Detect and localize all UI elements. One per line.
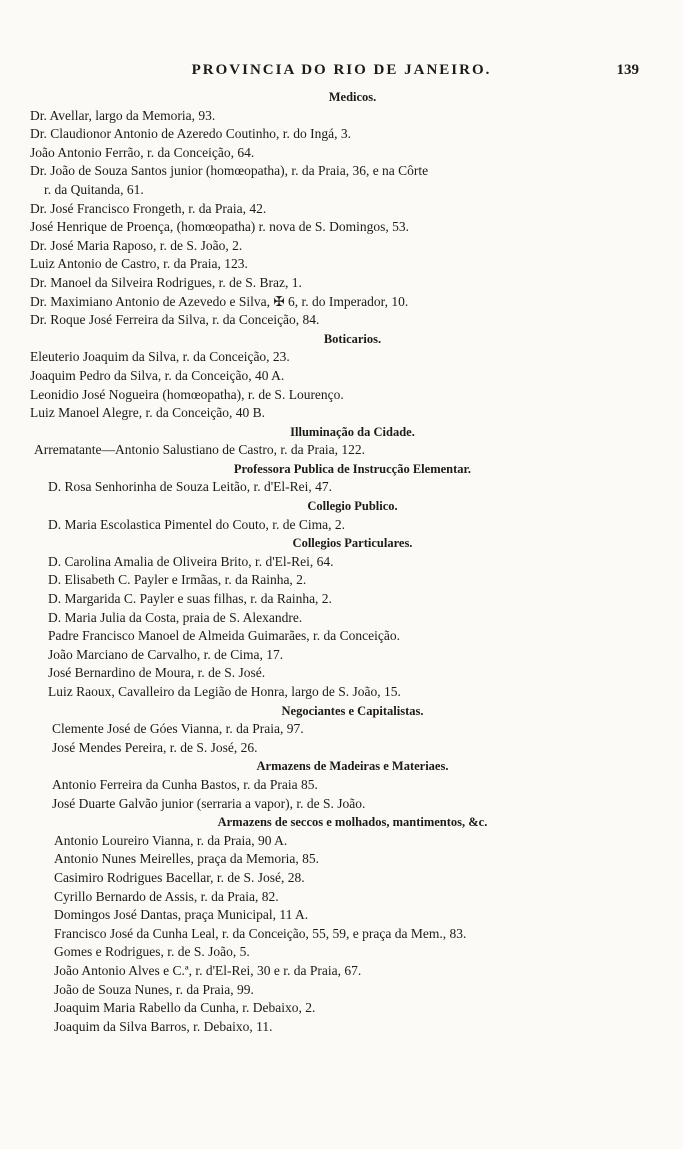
directory-entry: Cyrillo Bernardo de Assis, r. da Praia, 82.: [54, 888, 279, 904]
directory-entry: José Mendes Pereira, r. de S. José, 26.: [52, 739, 258, 755]
page-number: 139: [616, 62, 639, 78]
directory-entry: José Duarte Galvão junior (serraria a vapor), r. de S. João.: [52, 795, 366, 811]
directory-listing: [30, 88, 675, 1036]
directory-entry: Eleuterio Joaquim da Silva, r. da Conceição, 23.: [30, 349, 290, 365]
section-heading: Collegios Particulares.: [292, 536, 413, 551]
section-heading: Professora Publica de Instrucção Elementar.: [233, 461, 472, 476]
directory-entry: Dr. João de Souza Santos junior (homœopatha), r. da Praia, 36, e na Côrte: [30, 163, 429, 179]
section-heading: Illuminação da Cidade.: [290, 424, 415, 439]
directory-entry: Antonio Loureiro Vianna, r. da Praia, 90 A.: [54, 832, 288, 848]
section-heading: Armazens de Madeiras e Materiaes.: [256, 759, 449, 774]
directory-entry: D. Elisabeth C. Payler e Irmãas, r. da Rainha, 2.: [48, 572, 307, 588]
section-heading: Medicos.: [328, 90, 377, 104]
directory-entry: João Antonio Alves e C.ª, r. d'El-Rei, 30 e r. da Praia, 67.: [54, 962, 362, 978]
directory-entry: Antonio Nunes Meirelles, praça da Memoria, 85.: [54, 851, 320, 867]
directory-entry: Antonio Ferreira da Cunha Bastos, r. da Praia 85.: [52, 776, 318, 792]
directory-entry: Joaquim da Silva Barros, r. Debaixo, 11.: [54, 1018, 273, 1034]
page-title: PROVINCIA DO RIO DE JANEIRO.: [191, 62, 492, 78]
directory-entry: D. Margarida C. Payler e suas filhas, r. da Rainha, 2.: [48, 591, 332, 607]
directory-entry: Dr. Manoel da Silveira Rodrigues, r. de S. Braz, 1.: [30, 274, 302, 290]
directory-entry: r. da Quitanda, 61.: [44, 181, 144, 197]
directory-entry: Clemente José de Góes Vianna, r. da Praia, 97.: [52, 721, 304, 737]
directory-entry: Dr. Claudionor Antonio de Azeredo Coutinho, r. do Ingá, 3.: [30, 126, 351, 142]
directory-entry: José Bernardino de Moura, r. de S. José.: [48, 665, 266, 681]
page-header: [0, 62, 683, 84]
directory-entry: D. Maria Julia da Costa, praia de S. Alexandre.: [48, 609, 303, 625]
directory-entry: Domingos José Dantas, praça Municipal, 11 A.: [54, 907, 309, 923]
section-heading: Armazens de seccos e molhados, mantimentos, &c.: [217, 815, 488, 830]
directory-entry: João de Souza Nunes, r. da Praia, 99.: [54, 981, 254, 997]
directory-entry: João Antonio Ferrão, r. da Conceição, 64.: [30, 144, 255, 160]
section-heading: Negociantes e Capitalistas.: [281, 703, 424, 718]
directory-entry: Luiz Antonio de Castro, r. da Praia, 123.: [30, 256, 248, 272]
directory-entry: D. Rosa Senhorinha de Souza Leitão, r. d'El-Rei, 47.: [48, 479, 333, 495]
directory-entry: Francisco José da Cunha Leal, r. da Conceição, 55, 59, e praça da Mem., 83.: [54, 925, 467, 941]
directory-entry: José Henrique de Proença, (homœopatha) r. nova de S. Domingos, 53.: [30, 219, 410, 235]
directory-entry: Dr. José Maria Raposo, r. de S. João, 2.: [30, 237, 243, 253]
directory-entry: Arrematante—Antonio Salustiano de Castro, r. da Praia, 122.: [34, 442, 366, 458]
directory-entry: Joaquim Pedro da Silva, r. da Conceição, 40 A.: [30, 367, 285, 383]
directory-entry: Padre Francisco Manoel de Almeida Guimarães, r. da Conceição.: [48, 628, 401, 644]
directory-entry: D. Maria Escolastica Pimentel do Couto, r. de Cima, 2.: [48, 516, 345, 532]
directory-entry: Dr. Avellar, largo da Memoria, 93.: [30, 107, 216, 123]
directory-entry: Dr. José Francisco Frongeth, r. da Praia, 42.: [30, 200, 267, 216]
directory-entry: Dr. Maximiano Antonio de Azevedo e Silva, ✠ 6, r. do Imperador, 10.: [30, 293, 409, 309]
directory-entry: Dr. Roque José Ferreira da Silva, r. da Conceição, 84.: [30, 312, 320, 328]
directory-entry: Luiz Manoel Alegre, r. da Conceição, 40 B.: [30, 405, 266, 421]
directory-entry: Luiz Raoux, Cavalleiro da Legião de Honra, largo de S. João, 15.: [48, 684, 401, 699]
directory-entry: Casimiro Rodrigues Bacellar, r. de S. José, 28.: [54, 869, 305, 885]
directory-entry: Leonidio José Nogueira (homœopatha), r. de S. Lourenço.: [30, 386, 344, 402]
directory-entry: Joaquim Maria Rabello da Cunha, r. Debaixo, 2.: [54, 1000, 316, 1016]
directory-entry: João Marciano de Carvalho, r. de Cima, 17.: [48, 646, 284, 662]
directory-entry: Gomes e Rodrigues, r. de S. João, 5.: [54, 944, 250, 960]
section-heading: Collegio Publico.: [307, 499, 398, 514]
section-heading: Boticarios.: [323, 331, 382, 346]
directory-entry: D. Carolina Amalia de Oliveira Brito, r. d'El-Rei, 64.: [48, 553, 334, 569]
